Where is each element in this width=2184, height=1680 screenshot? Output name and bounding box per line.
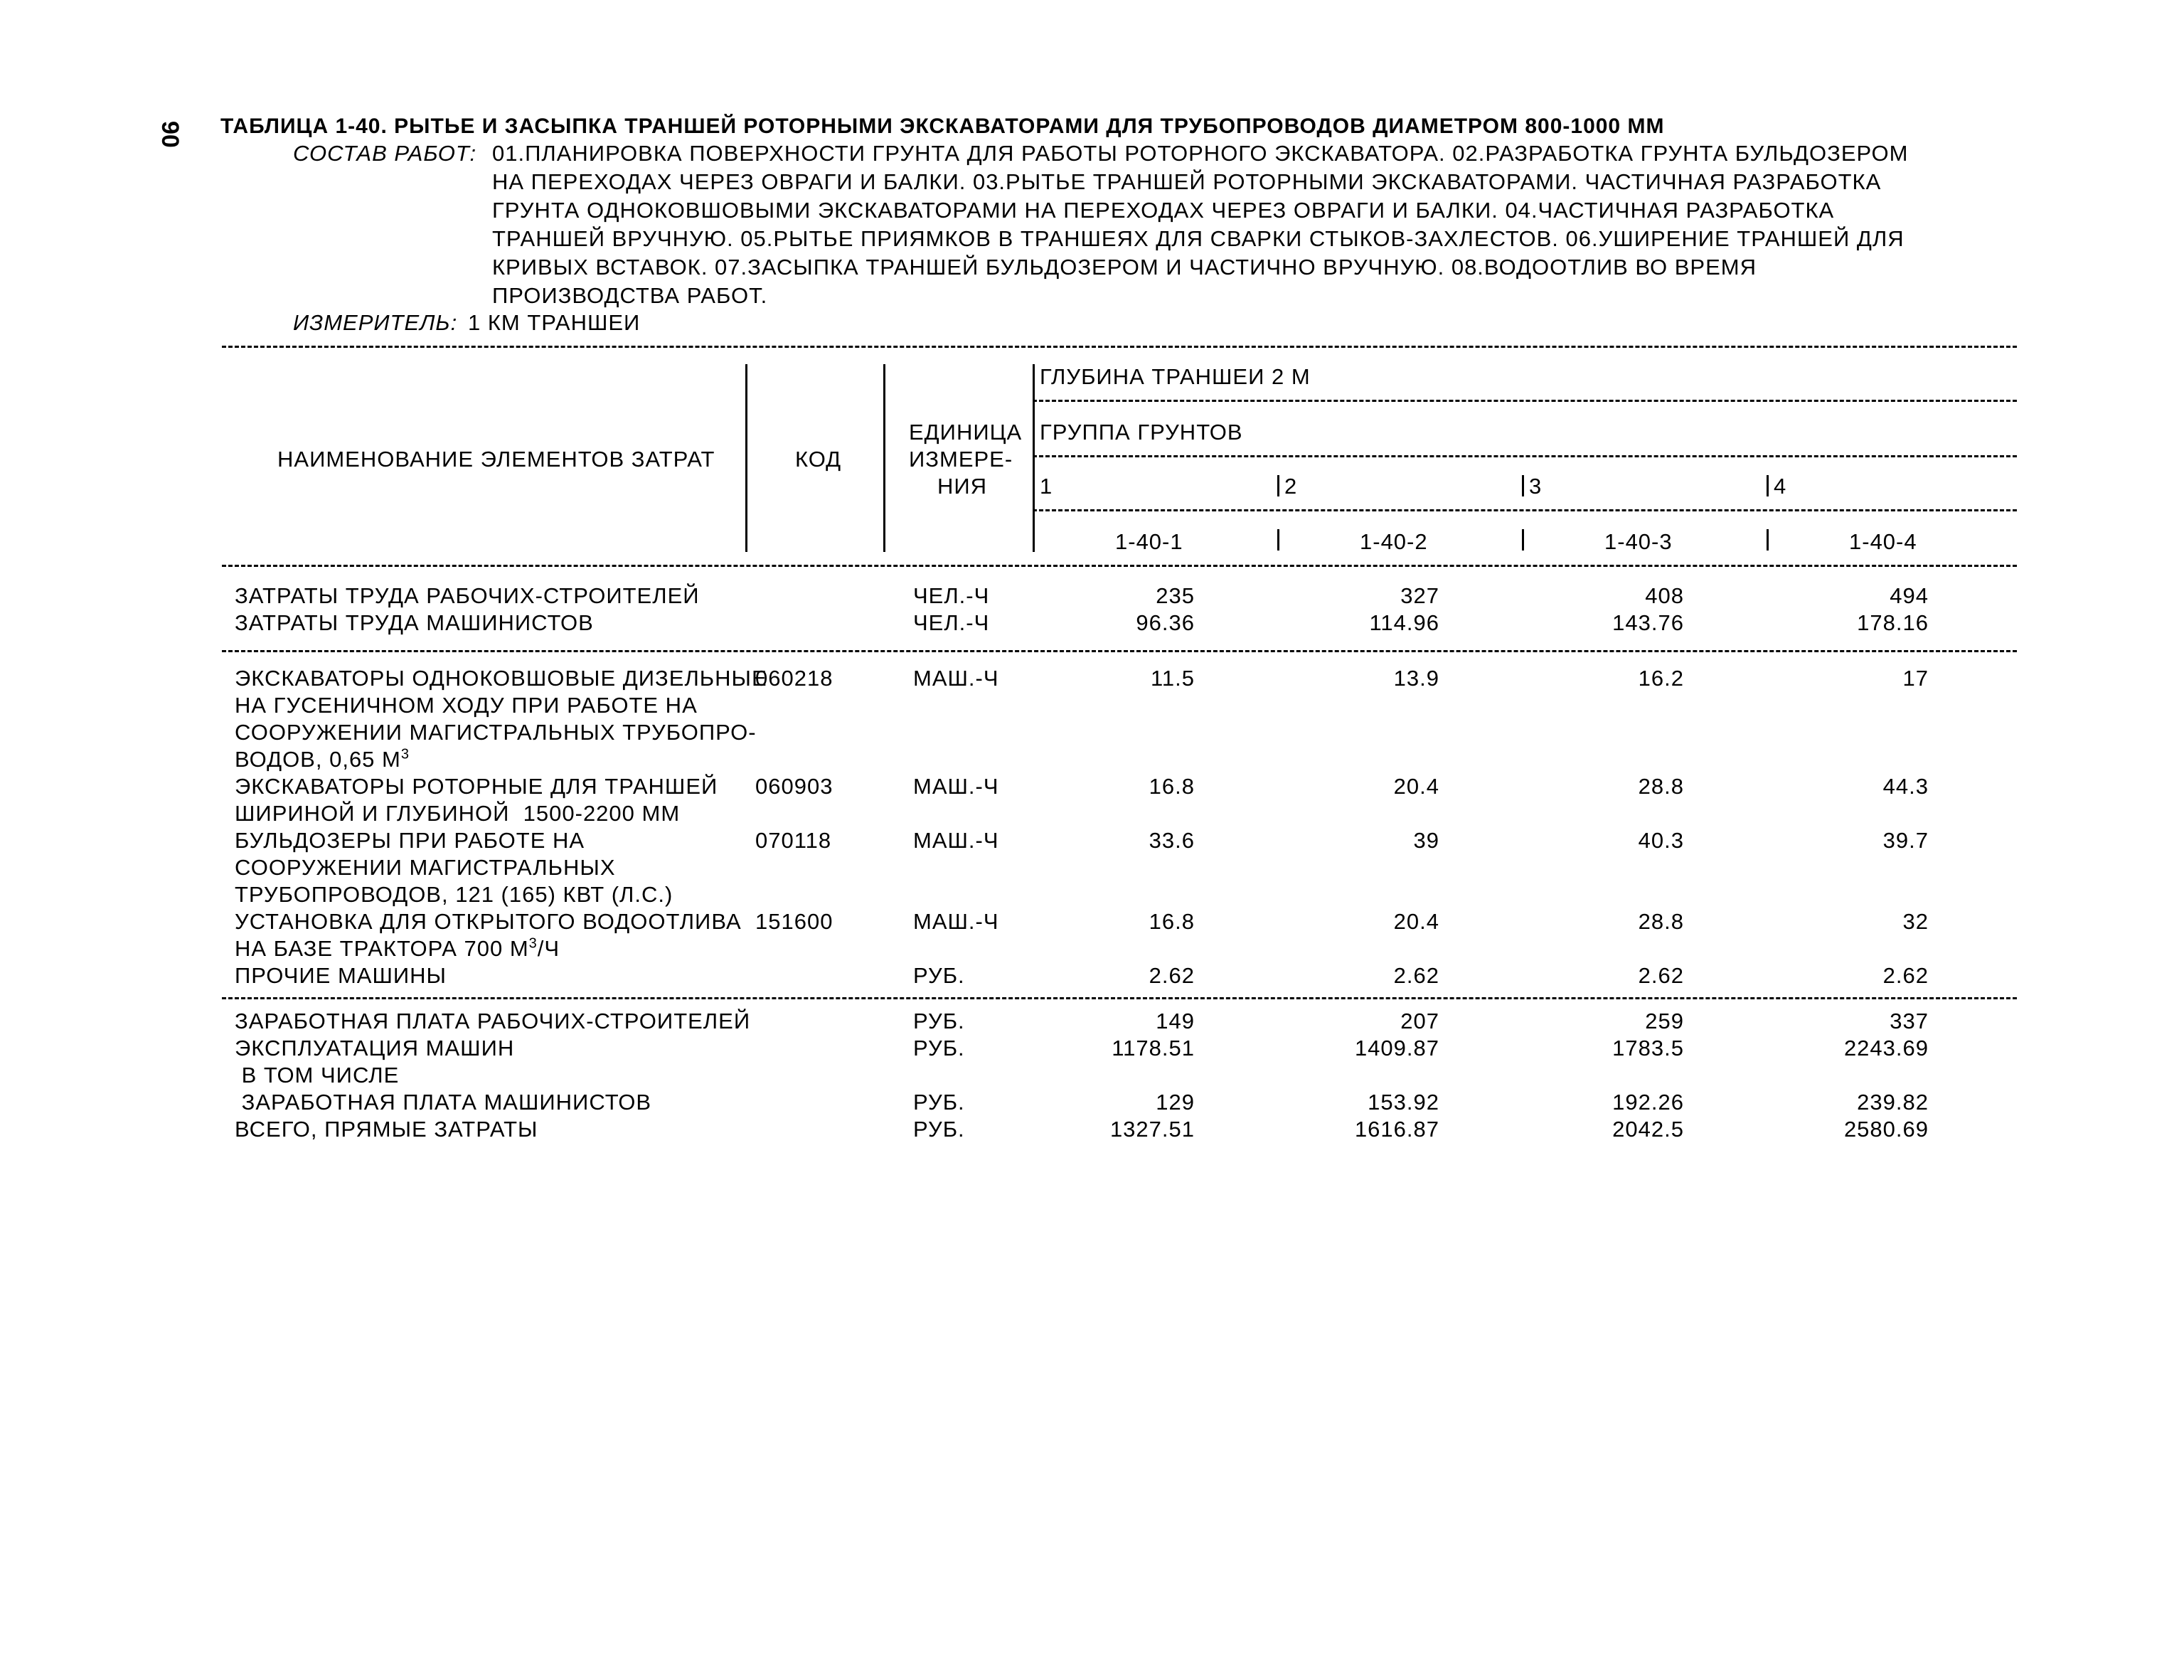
composition-line: ПРОИЗВОДСТВА РАБОТ. [492,283,768,308]
measure-value: 1 КМ ТРАНШЕИ [468,310,641,335]
row-value: 239.82 [1857,1090,1929,1115]
code-sep-2 [1277,529,1279,551]
row-value: 39 [1413,828,1439,853]
row-value: 39.7 [1882,828,1929,853]
row-value: 2.62 [1149,963,1195,988]
group-1: 1 [1040,474,1053,499]
col-sep-code [883,364,885,552]
composition-line: ТРАНШЕЙ ВРУЧНУЮ. 05.РЫТЬЕ ПРИЯМКОВ В ТРАНШЕЯХ ДЛЯ СВАРКИ СТЫКОВ-ЗАХЛЕСТОВ. 06.УШИРЕНИЕ ТРАНШЕЙ ДЛЯ [492,226,1905,251]
row-name-line: ПРОЧИЕ МАШИНЫ [235,963,447,988]
row-unit: МАШ.-Ч [913,774,999,799]
row-value: 2243.69 [1843,1036,1929,1060]
rule-header-bottom [222,565,2017,567]
row-name-line: ШИРИНОЙ И ГЛУБИНОЙ 1500-2200 ММ [235,801,681,826]
code-1: 1-40-1 [1115,529,1183,554]
row-value: 2.62 [1882,963,1929,988]
code-3: 1-40-3 [1604,529,1673,554]
row-value: 207 [1400,1009,1439,1033]
row-value: 153.92 [1368,1090,1439,1115]
row-name-line: СООРУЖЕНИИ МАГИСТРАЛЬНЫХ ТРУБОПРО- [235,720,757,745]
row-name-line: ТРУБОПРОВОДОВ, 121 (165) КВТ (Л.С.) [235,882,673,907]
row-value: 149 [1156,1009,1195,1033]
table-title: ТАБЛИЦА 1-40. РЫТЬЕ И ЗАСЫПКА ТРАНШЕЙ РОТОРНЫМИ ЭКСКАВАТОРАМИ ДЛЯ ТРУБОПРОВОДОВ ДИАМЕТРОМ 800-1000 ММ [220,115,1665,138]
rule-depth [1033,400,2017,402]
group-3: 3 [1529,474,1543,499]
row-value: 16.2 [1638,666,1684,691]
code-sep-4 [1767,529,1769,551]
composition-line: КРИВЫХ ВСТАВОК. 07.ЗАСЫПКА ТРАНШЕЙ БУЛЬДОЗЕРОМ И ЧАСТИЧНО ВРУЧНУЮ. 08.ВОДООТЛИВ ВО ВРЕМЯ [492,255,1757,280]
row-value: 178.16 [1857,610,1929,635]
row-unit: ЧЕЛ.-Ч [913,583,990,608]
group-4: 4 [1774,474,1787,499]
row-value: 2.62 [1393,963,1439,988]
row-value: 13.9 [1393,666,1439,691]
row-name-line: НА ГУСЕНИЧНОМ ХОДУ ПРИ РАБОТЕ НА [235,693,698,718]
row-name-line: ЗАТРАТЫ ТРУДА РАБОЧИХ-СТРОИТЕЛЕЙ [235,583,700,608]
header-name: НАИМЕНОВАНИЕ ЭЛЕМЕНТОВ ЗАТРАТ [277,447,715,472]
measure-label: ИЗМЕРИТЕЛЬ: [293,310,458,335]
row-value: 337 [1890,1009,1929,1033]
row-value: 192.26 [1612,1090,1684,1115]
row-value: 327 [1400,583,1439,608]
row-value: 494 [1890,583,1929,608]
group-sep-4 [1767,475,1769,496]
row-unit: МАШ.-Ч [913,909,999,934]
row-value: 2042.5 [1612,1117,1684,1142]
group-2: 2 [1284,474,1298,499]
row-value: 235 [1156,583,1195,608]
code-2: 1-40-2 [1360,529,1428,554]
row-value: 20.4 [1393,774,1439,799]
row-code: 070118 [755,828,832,853]
code-4: 1-40-4 [1849,529,1917,554]
row-value: 33.6 [1149,828,1195,853]
row-value: 2.62 [1638,963,1684,988]
row-code: 151600 [755,909,833,934]
row-value: 40.3 [1638,828,1684,853]
col-sep-name [745,364,747,552]
row-value: 408 [1645,583,1684,608]
rule-section-2 [222,997,2017,999]
composition-line: 01.ПЛАНИРОВКА ПОВЕРХНОСТИ ГРУНТА ДЛЯ РАБОТЫ РОТОРНОГО ЭКСКАВАТОРА. 02.РАЗРАБОТКА ГРУНТА БУЛЬДОЗЕРОМ [492,141,1909,166]
row-value: 17 [1902,666,1929,691]
row-name-line: СООРУЖЕНИИ МАГИСТРАЛЬНЫХ [235,855,616,880]
row-unit: МАШ.-Ч [913,828,999,853]
row-value: 16.8 [1149,909,1195,934]
row-value: 32 [1902,909,1929,934]
row-value: 20.4 [1393,909,1439,934]
row-value: 259 [1645,1009,1684,1033]
row-value: 129 [1156,1090,1195,1115]
row-value: 1783.5 [1612,1036,1684,1060]
row-value: 11.5 [1150,666,1195,691]
row-name-line: ВСЕГО, ПРЯМЫЕ ЗАТРАТЫ [235,1117,538,1142]
row-name-line: БУЛЬДОЗЕРЫ ПРИ РАБОТЕ НА [235,828,585,853]
row-name-line: В ТОМ ЧИСЛЕ [235,1063,400,1088]
rule-section-1 [222,650,2017,652]
composition-label: СОСТАВ РАБОТ: [293,141,477,166]
page-number: 90 [156,121,183,148]
row-name-line: УСТАНОВКА ДЛЯ ОТКРЫТОГО ВОДООТЛИВА [235,909,742,934]
header-soil-group: ГРУППА ГРУНТОВ [1040,420,1243,445]
row-value: 28.8 [1638,774,1684,799]
row-value: 1178.51 [1112,1036,1195,1060]
row-unit: РУБ. [913,1009,965,1033]
group-sep-2 [1277,475,1279,496]
row-unit: РУБ. [913,963,965,988]
row-value: 44.3 [1882,774,1929,799]
row-unit: МАШ.-Ч [913,666,999,691]
rule-groups [1033,509,2017,511]
composition-line: ГРУНТА ОДНОКОВШОВЫМИ ЭКСКАВАТОРАМИ НА ПЕРЕХОДАХ ЧЕРЕЗ ОВРАГИ И БАЛКИ. 04.ЧАСТИЧНАЯ РАЗРАБОТКА [492,198,1835,223]
group-sep-3 [1522,475,1524,496]
rule-top [222,346,2017,348]
row-name-line: ЗАРАБОТНАЯ ПЛАТА МАШИНИСТОВ [235,1090,652,1115]
rule-soil [1033,455,2017,457]
row-name-line: ЗАТРАТЫ ТРУДА МАШИНИСТОВ [235,610,594,635]
row-name-line: НА БАЗЕ ТРАКТОРА 700 $М^3/Ч$ [235,935,560,961]
row-name-line: ВОДОВ, 0,65 $М^3$ [235,746,410,772]
code-sep-3 [1522,529,1524,551]
row-value: 1616.87 [1354,1117,1439,1142]
row-value: 96.36 [1136,610,1195,635]
row-unit: РУБ. [913,1090,965,1115]
row-value: 1327.51 [1109,1117,1195,1142]
row-code: 060218 [755,666,833,691]
header-code: КОД [795,447,842,472]
col-sep-unit [1033,364,1035,552]
composition-line: НА ПЕРЕХОДАХ ЧЕРЕЗ ОВРАГИ И БАЛКИ. 03.РЫТЬЕ ТРАНШЕЙ РОТОРНЫМИ ЭКСКАВАТОРАМИ. ЧАСТИЧНАЯ РАЗРАБОТКА [492,169,1882,194]
row-value: 16.8 [1149,774,1195,799]
row-name-line: ЭКСКАВАТОРЫ РОТОРНЫЕ ДЛЯ ТРАНШЕЙ [235,774,718,799]
row-value: 143.76 [1612,610,1684,635]
row-unit: ЧЕЛ.-Ч [913,610,990,635]
row-name-line: ЗАРАБОТНАЯ ПЛАТА РАБОЧИХ-СТРОИТЕЛЕЙ [235,1009,751,1033]
row-value: 114.96 [1369,610,1439,635]
header-unit-2: ИЗМЕРЕ- [909,447,1013,472]
row-name-line: ЭКСКАВАТОРЫ ОДНОКОВШОВЫЕ ДИЗЕЛЬНЫЕ [235,666,767,691]
row-unit: РУБ. [913,1036,965,1060]
header-unit-3: НИЯ [937,474,988,499]
header-unit-1: ЕДИНИЦА [909,420,1023,445]
row-value: 1409.87 [1354,1036,1439,1060]
row-value: 2580.69 [1843,1117,1929,1142]
row-unit: РУБ. [913,1117,965,1142]
row-value: 28.8 [1638,909,1684,934]
header-depth: ГЛУБИНА ТРАНШЕИ 2 М [1040,364,1311,389]
row-code: 060903 [755,774,833,799]
row-name-line: ЭКСПЛУАТАЦИЯ МАШИН [235,1036,515,1060]
